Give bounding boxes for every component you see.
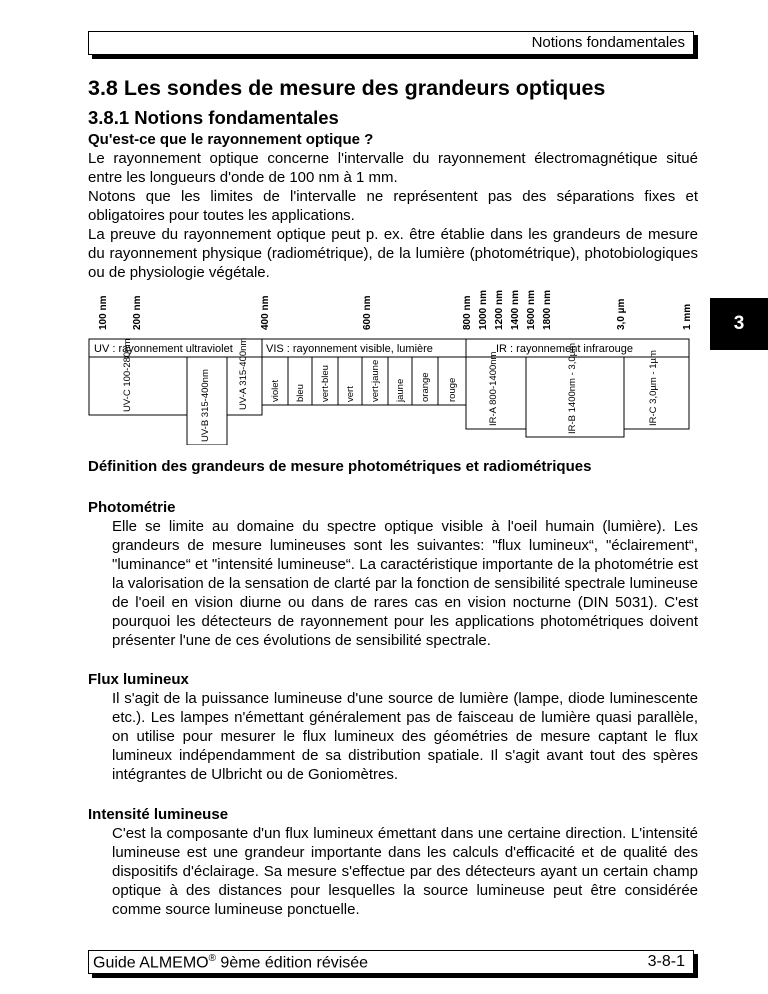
chapter-tab xyxy=(710,298,768,350)
page-footer xyxy=(88,950,694,974)
wl-label: 200 nm xyxy=(132,295,143,330)
intro-paragraph: La preuve du rayonnement optique peut p. ex. être établie dans les grandeurs de mesure du rayonnement physique (radiométrique), de la lumière (photométrique), photobiologiques ou de physiologie végétale. xyxy=(88,226,698,281)
spectrum-diagram xyxy=(88,290,700,445)
section-title: 3.8 Les sondes de mesure des grandeurs optiques xyxy=(88,76,606,100)
definitions-title: Définition des grandeurs de mesure photométriques et radiométriques xyxy=(88,458,592,475)
page-number: 3-8-1 xyxy=(647,953,685,970)
registered-mark: ® xyxy=(208,953,216,964)
intro-block xyxy=(88,74,698,282)
band-uv: UV : rayonnement ultraviolet xyxy=(94,343,233,355)
section-heading: Photométrie xyxy=(88,499,176,516)
footer-edition: 9ème édition révisée xyxy=(215,954,369,972)
ir-a-label: IR-A 800-1400nm xyxy=(488,351,499,426)
color-label: jaune xyxy=(395,378,406,402)
color-label: bleu xyxy=(295,384,306,402)
intro-paragraph: Le rayonnement optique concerne l'intervalle du rayonnement électromagnétique situé entre les longueurs d'onde de 100 nm à 1 mm. xyxy=(88,150,698,186)
color-label: rouge xyxy=(447,377,458,402)
chapter-tab-label: 3 xyxy=(733,313,745,334)
section-heading: Intensité lumineuse xyxy=(88,806,229,823)
footer-guide: Guide ALMEMO xyxy=(93,954,209,972)
section-body: Il s'agit de la puissance lumineuse d'une source de lumière (lampe, diode luminescente etc.). Les lampes n'émettant généralement pas de faisceau de lumière quasi parallèle, on utilise pour mesurer le flux lumineux des géométries de mesure captant le flux lumineux indépendamment de sa distribution spatiale. Il s'agit avant tout des spères intégrantes de Ulbricht ou de Goniomètres. xyxy=(112,690,698,783)
band-vis: VIS : rayonnement visible, lumière xyxy=(266,343,433,355)
wl-label: 400 nm xyxy=(260,295,271,330)
wl-label: 600 nm xyxy=(362,295,373,330)
page-header xyxy=(88,31,694,55)
section-body: Elle se limite au domaine du spectre optique visible à l'oeil humain (lumière). Les grandeurs de mesure lumineuses sont les suivantes: "flux lumineux“, "éclairement“, "luminance“ et "intensité lumineuse“. La caractéristique importante de la photométrie est la valorisation de la sensation de clarté par la fonction de sensibilité spectrale lumineuse de l'oeil en vision diurne ou dans de rares cas en vision nocturne (DIN 5031). C'est pourquoi les détecteurs de rayonnement pour les applications photométriques doivent présenter l'une de ces évolutions de sensibilité spectrale. xyxy=(112,518,698,649)
wl-label: 3,0 µm xyxy=(616,298,627,330)
color-label: vert-jaune xyxy=(370,359,381,402)
uv-b-label: UV-B 315-400nm xyxy=(200,369,211,442)
footer-left xyxy=(93,953,368,972)
color-label: orange xyxy=(420,372,431,402)
section-subtitle: 3.8.1 Notions fondamentales xyxy=(88,107,339,128)
ir-c-label: IR-C 3,0µm - 1µm xyxy=(648,350,659,426)
section-photometrie xyxy=(88,498,698,650)
wl-label: 1200 nm xyxy=(494,290,505,330)
uv-a-label: UV-A 315-400nm xyxy=(238,337,249,410)
color-label: vert-bleu xyxy=(320,365,331,402)
color-label: vert xyxy=(345,386,356,402)
intro-question: Qu'est-ce que le rayonnement optique ? xyxy=(88,131,374,148)
ir-b-label: IR-B 1400nm - 3,0µm xyxy=(567,342,578,434)
wl-label: 1600 nm xyxy=(526,290,537,330)
wl-label: 1800 nm xyxy=(542,290,553,330)
intro-paragraph: Notons que les limites de l'intervalle ne représentent pas des séparations fixes et obligatoires pour toutes les applications. xyxy=(88,188,698,224)
section-intensite-lumineuse xyxy=(88,805,698,919)
band-ir: IR : rayonnement infrarouge xyxy=(496,343,633,355)
header-title: Notions fondamentales xyxy=(531,34,685,51)
wl-label: 100 nm xyxy=(98,295,109,330)
wl-label: 1000 nm xyxy=(478,290,489,330)
wl-label: 800 nm xyxy=(462,295,473,330)
color-label: violet xyxy=(270,379,281,402)
section-body: C'est la composante d'un flux lumineux émettant dans une certaine direction. L'intensité lumineuse est une grandeur importante dans les calculs d'efficacité et de qualité des dispositifs d'éclairage. Sa mesure s'effectue par des détecteurs ayant un certain champ optique à des distances pour lesquelles la source lumineuse peut être considérée comme source lumineuse ponctuelle. xyxy=(112,825,698,918)
section-flux-lumineux xyxy=(88,670,698,784)
wl-label: 1 mm xyxy=(682,303,693,330)
uv-c-label: UV-C 100-280nm xyxy=(122,338,133,412)
section-heading: Flux lumineux xyxy=(88,671,189,688)
wl-label: 1400 nm xyxy=(510,290,521,330)
